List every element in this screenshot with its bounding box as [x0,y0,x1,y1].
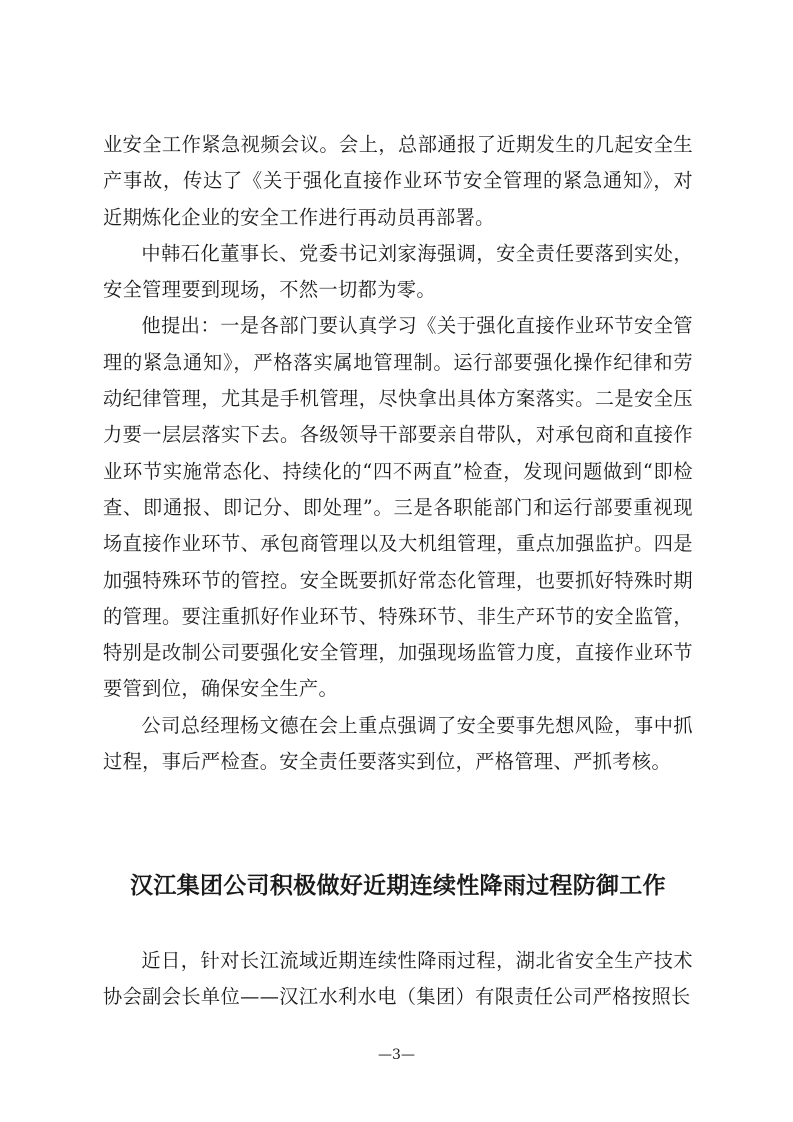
article-2-title: 汉江集团公司积极做好近期连续性降雨过程防御工作 [130,872,666,899]
article-2-paragraph-1: 近日，针对长江流域近期连续性降雨过程，湖北省安全生产技术协会副会长单位——汉江水利水电（集团）有限责任公司严格按照长 [103,949,693,1009]
article-1-paragraph-4: 公司总经理杨文德在会上重点强调了安全要事先想风险，事中抓过程，事后严检查。安全责任要落实到位，严格管理、严抓考核。 [103,713,693,774]
article-1-body [103,127,693,780]
article-1-paragraph-1: 业安全工作紧急视频会议。会上，总部通报了近期发生的几起安全生产事故，传达了《关于强化直接作业环节安全管理的紧急通知》，对近期炼化企业的安全工作进行再动员再部署。 [103,133,693,229]
article-1-paragraph-3: 他提出：一是各部门要认真学习《关于强化直接作业环节安全管理的紧急通知》，严格落实属地管理制。运行部要强化操作纪律和劳动纪律管理，尤其是手机管理，尽快拿出具体方案落实。二是安全压力要一层层落实下去。各级领导干部要亲自带队，对承包商和直接作业环节实施常态化、持续化的“四不两直”检查，发现问题做到“即检查、即通报、即记分、即处理”。三是各职能部门和运行部要重视现场直接作业环节、承包商管理以及大机组管理，重点加强监护。四是加强特殊环节的管控。安全既要抓好常态化管理，也要抓好特殊时期的管理。要注重抓好作业环节、特殊环节、非生产环节的安全监管，特别是改制公司要强化安全管理，加强现场监管力度，直接作业环节要管到位，确保安全生产。 [103,314,693,701]
article-2-body [103,943,693,1016]
page-number: —3— [378,1047,415,1063]
article-1-paragraph-2: 中韩石化董事长、党委书记刘家海强调，安全责任要落到实处，安全管理要到现场，不然一切都为零。 [103,241,693,302]
